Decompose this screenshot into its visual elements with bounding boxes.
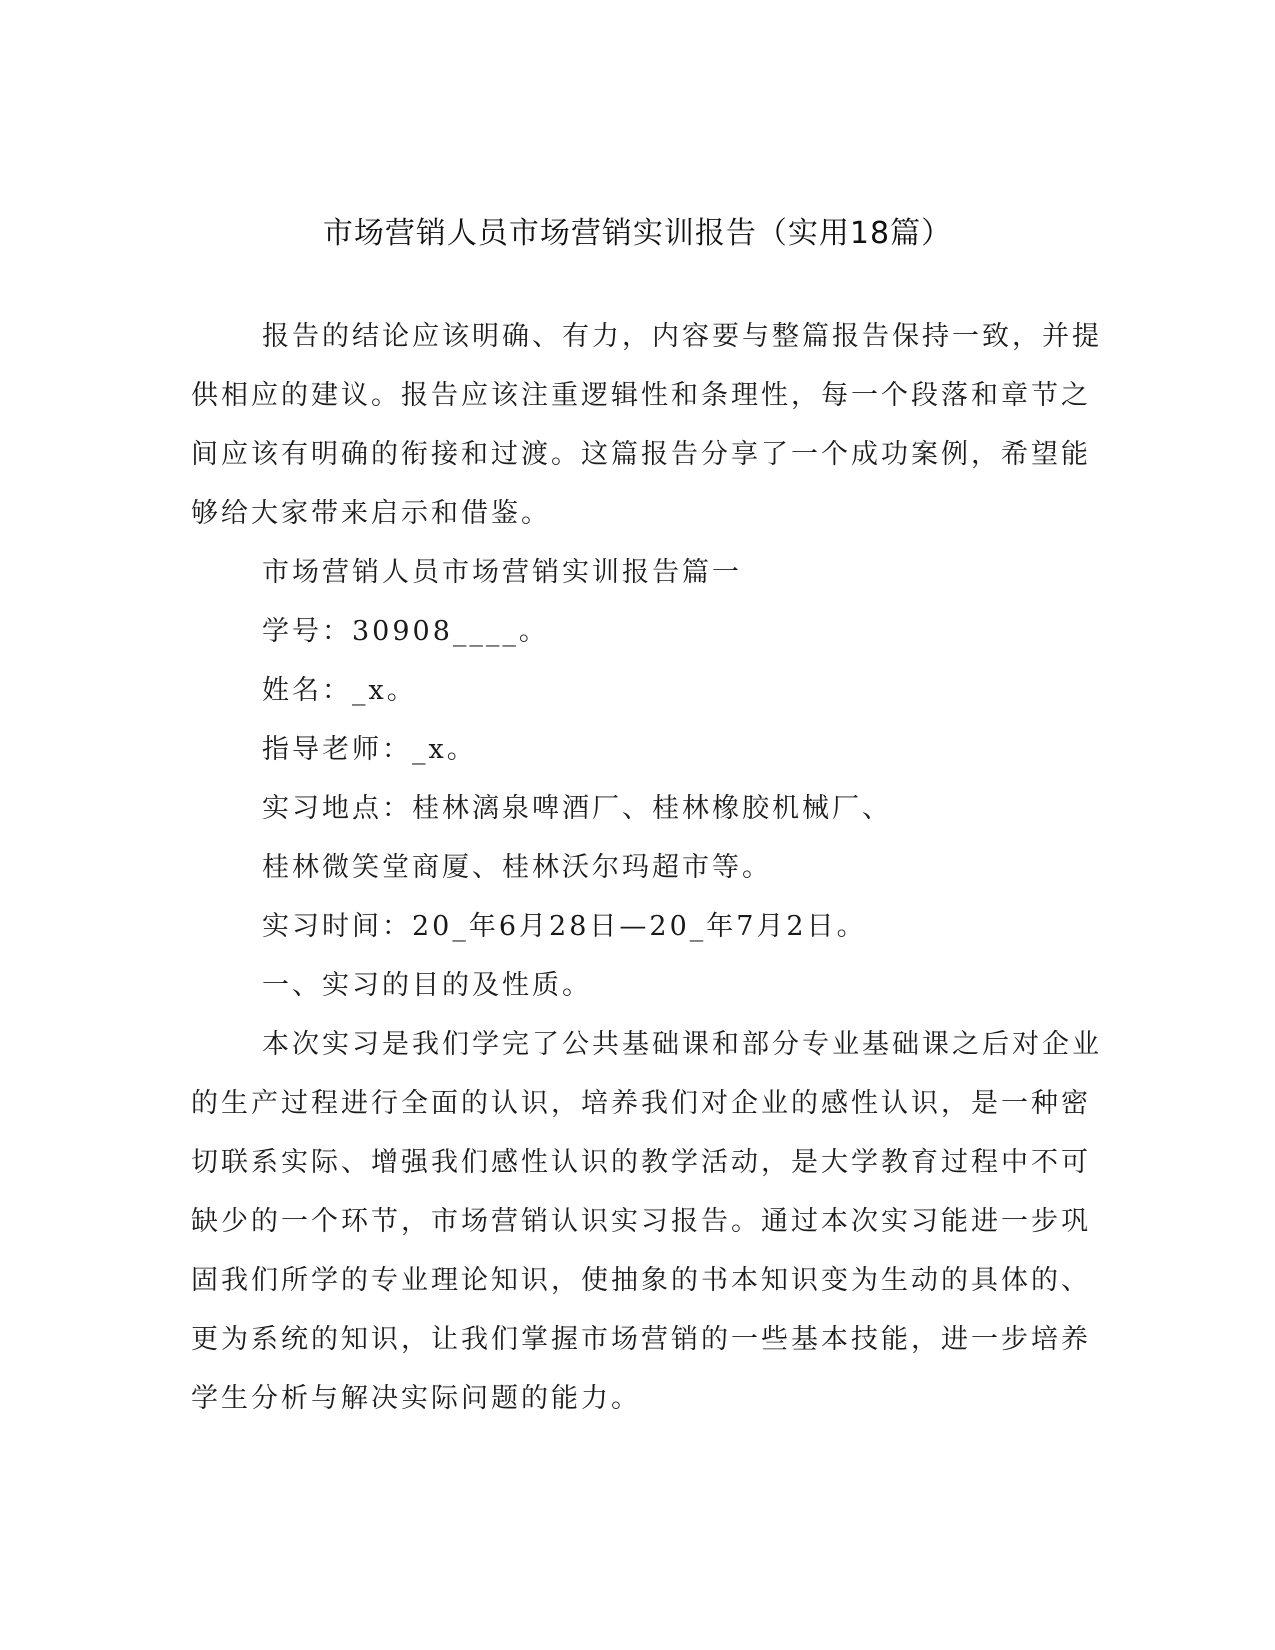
paragraph-line: 够给大家带来启示和借鉴。	[191, 498, 551, 529]
document-title: 市场营销人员市场营销实训报告（实用18篇）	[322, 216, 953, 251]
paragraph-line: 本次实习是我们学完了公共基础课和部分专业基础课之后对企业	[262, 1029, 1102, 1060]
location-line-2: 桂林微笑堂商厦、桂林沃尔玛超市等。	[262, 852, 772, 883]
paragraph-line: 供相应的建议。报告应该注重逻辑性和条理性，每一个段落和章节之	[191, 380, 1091, 411]
name-line: 姓名：_x。	[262, 675, 417, 706]
paragraph-line: 切联系实际、增强我们感性认识的教学活动，是大学教育过程中不可	[191, 1147, 1091, 1178]
location-line: 实习地点：桂林漓泉啤酒厂、桂林橡胶机械厂、	[262, 793, 892, 824]
time-line: 实习时间：20_年6月28日—20_年7月2日。	[262, 911, 867, 942]
paragraph-line: 缺少的一个环节，市场营销认识实习报告。通过本次实习能进一步巩	[191, 1206, 1091, 1237]
section-heading: 一、实习的目的及性质。	[262, 970, 592, 1001]
section-heading: 市场营销人员市场营销实训报告篇一	[262, 557, 742, 588]
paragraph-line: 固我们所学的专业理论知识，使抽象的书本知识变为生动的具体的、	[191, 1265, 1091, 1296]
paragraph-line: 更为系统的知识，让我们掌握市场营销的一些基本技能，进一步培养	[191, 1324, 1091, 1355]
advisor-line: 指导老师：_x。	[262, 734, 477, 765]
paragraph-line: 报告的结论应该明确、有力，内容要与整篇报告保持一致，并提	[262, 321, 1102, 352]
student-id-line: 学号：30908____。	[262, 616, 549, 647]
paragraph-line: 间应该有明确的衔接和过渡。这篇报告分享了一个成功案例，希望能	[191, 439, 1091, 470]
paragraph-line: 的生产过程进行全面的认识，培养我们对企业的感性认识，是一种密	[191, 1088, 1091, 1119]
paragraph-line: 学生分析与解决实际问题的能力。	[191, 1383, 641, 1414]
